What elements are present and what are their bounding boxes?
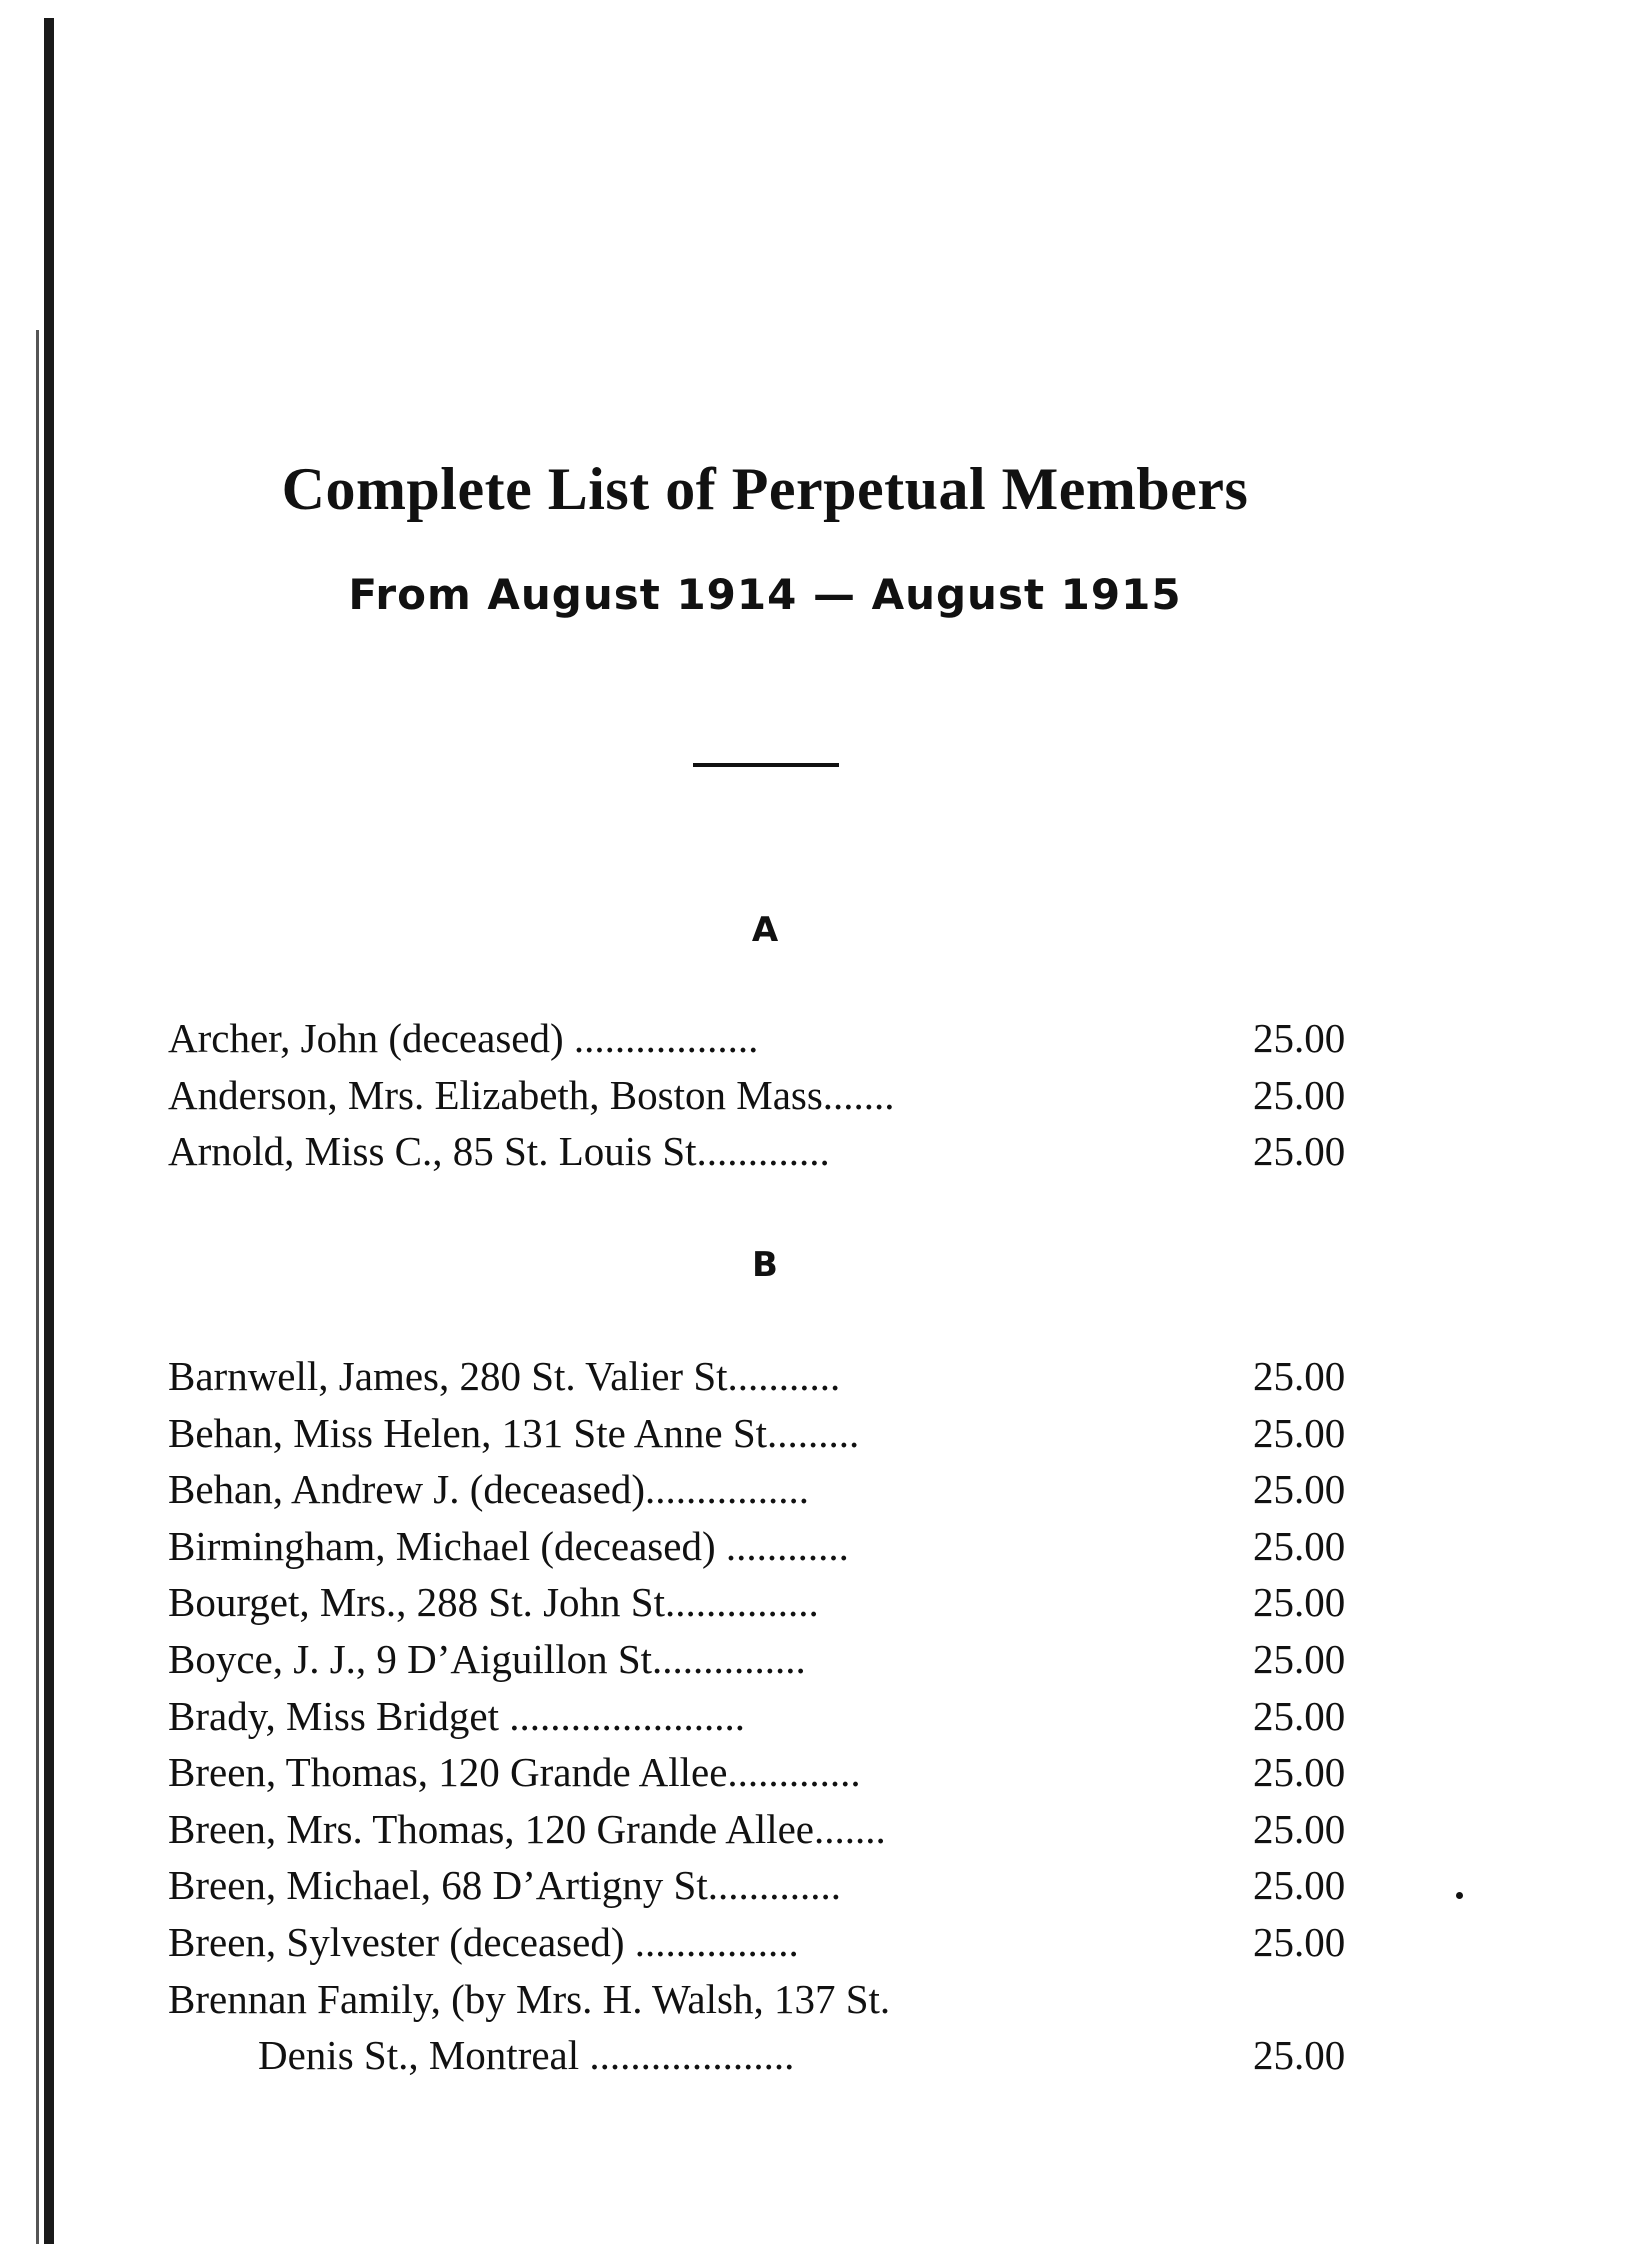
member-name: Barnwell, James, 280 St. Valier St...........	[168, 1353, 841, 1399]
member-name: Arnold, Miss C., 85 St. Louis St.............	[168, 1128, 830, 1175]
member-amount: 25.00	[1253, 1692, 1346, 1739]
member-amount: 25.00	[1253, 1522, 1346, 1569]
section-heading-b: B	[752, 1245, 778, 1285]
list-item	[168, 1518, 1368, 1575]
list-item	[168, 1348, 1368, 1405]
list-item	[168, 1971, 1368, 2028]
member-amount: 25.00	[1253, 1579, 1346, 1626]
list-item-continuation	[168, 2027, 1368, 2084]
member-name: Archer, John (deceased) ..................	[168, 1015, 759, 1061]
member-amount: 25.00	[1253, 1409, 1346, 1456]
member-name: Behan, Miss Helen, 131 Ste Anne St.........	[168, 1409, 860, 1456]
member-amount: 25.00	[1253, 1353, 1346, 1399]
ink-speck	[1456, 1892, 1463, 1899]
title-divider	[693, 763, 839, 767]
section-b-list	[168, 1348, 1368, 2084]
member-amount: 25.00	[1253, 1466, 1346, 1513]
member-amount: 25.00	[1253, 1071, 1346, 1118]
member-name: Bourget, Mrs., 288 St. John St...............	[168, 1579, 819, 1626]
page-subtitle: From August 1914 — August 1915	[348, 570, 1182, 619]
list-item	[168, 1461, 1368, 1518]
member-amount: 25.00	[1253, 1862, 1346, 1909]
member-amount: 25.00	[1253, 1635, 1346, 1682]
member-name: Breen, Mrs. Thomas, 120 Grande Allee.......	[168, 1805, 886, 1852]
member-name: Denis St., Montreal ....................	[258, 2032, 795, 2079]
member-name: Brady, Miss Bridget .......................	[168, 1692, 746, 1739]
member-amount: 25.00	[1253, 2032, 1346, 2079]
member-name: Behan, Andrew J. (deceased)................	[168, 1466, 810, 1513]
list-item	[168, 1914, 1368, 1971]
member-name: Boyce, J. J., 9 D’Aiguillon St...............	[168, 1635, 806, 1682]
member-amount: 25.00	[1253, 1749, 1346, 1796]
page-title: Complete List of Perpetual Members	[281, 456, 1249, 522]
member-name: Anderson, Mrs. Elizabeth, Boston Mass.......	[168, 1071, 895, 1118]
list-item	[168, 1067, 1368, 1124]
member-name: Breen, Thomas, 120 Grande Allee.............	[168, 1749, 861, 1796]
list-item	[168, 1744, 1368, 1801]
member-name: Breen, Michael, 68 D’Artigny St.............	[168, 1862, 841, 1909]
member-amount: 25.00	[1253, 1128, 1346, 1175]
member-amount: 25.00	[1253, 1805, 1346, 1852]
section-a-list	[168, 1010, 1368, 1180]
list-item	[168, 1574, 1368, 1631]
list-item	[168, 1857, 1368, 1914]
member-name: Brennan Family, (by Mrs. H. Walsh, 137 St.	[168, 1975, 891, 2022]
member-amount: 25.00	[1253, 1015, 1346, 1061]
list-item	[168, 1010, 1368, 1067]
section-heading-a: A	[751, 910, 779, 950]
member-amount: 25.00	[1253, 1918, 1346, 1965]
member-name: Breen, Sylvester (deceased) ................	[168, 1918, 799, 1965]
list-item	[168, 1801, 1368, 1858]
member-name: Birmingham, Michael (deceased) ............	[168, 1522, 849, 1569]
list-item	[168, 1631, 1368, 1688]
list-item	[168, 1123, 1368, 1180]
list-item	[168, 1405, 1368, 1462]
binding-edge	[44, 18, 54, 2244]
list-item	[168, 1688, 1368, 1745]
